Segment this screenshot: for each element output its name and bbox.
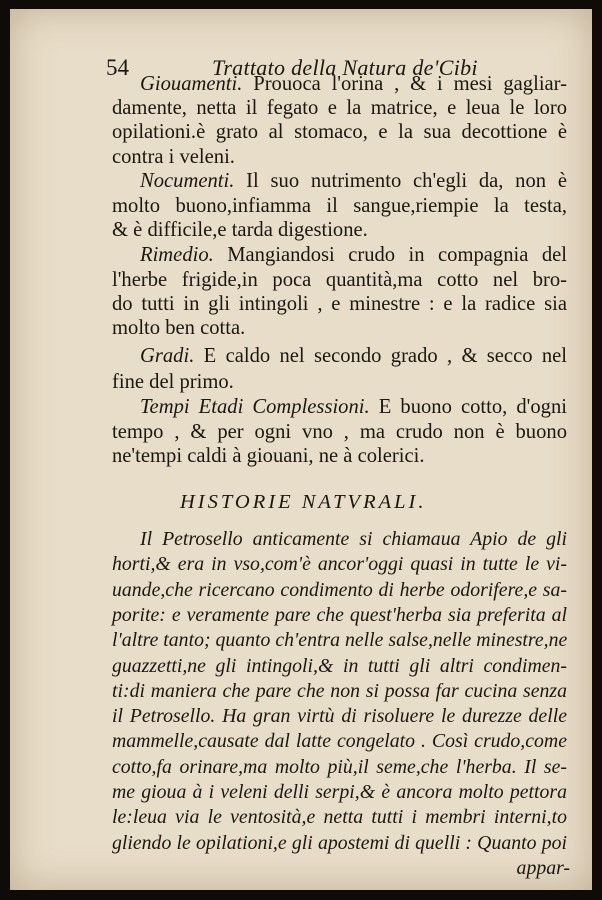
body-line	[112, 218, 567, 242]
body-line	[112, 316, 567, 340]
line-text: contra i veleni.	[112, 146, 235, 168]
line-text: E buono cotto, d'ogni	[369, 396, 567, 418]
body-line	[112, 120, 567, 144]
body-line	[140, 72, 567, 96]
line-text: l'herbe frigide,in poca quantità,ma cotto nel bro-	[112, 269, 567, 291]
body-line	[140, 395, 567, 419]
line-text: do tutti in gli intingoli , e minestre : e la radice sia	[112, 293, 567, 315]
rubric-label: Giouamenti.	[140, 73, 243, 95]
history-line: gliendo le opilationi,e gli apostemi di quelli : Quanto poi	[112, 831, 567, 854]
history-line: ti:di maniera che pare che non si possa far cucina senza	[112, 679, 567, 702]
body-line	[112, 96, 567, 120]
line-text: ne'tempi caldi à giouani, ne à colerici.	[112, 445, 425, 467]
catchword: appar-	[516, 856, 570, 879]
rubric-label: Nocumenti.	[140, 170, 235, 192]
history-line: mammelle,causate dal latte congelato . Così crudo,come	[112, 730, 567, 753]
body-line	[112, 268, 567, 292]
body-line	[112, 444, 567, 468]
body-line	[112, 145, 567, 169]
line-text: damente, netta il fegato e la matrice, e leua le loro	[112, 97, 567, 119]
body-line	[112, 370, 567, 394]
page-number: 54	[106, 55, 129, 80]
body-line	[112, 420, 567, 444]
history-line: il Petrosello. Ha gran virtù di risoluere le durezze delle	[112, 705, 567, 728]
body-line	[112, 292, 567, 316]
line-text: Prouoca l'orina , & i mesi gagliar-	[242, 73, 567, 95]
book-page	[10, 9, 592, 890]
history-line: porite: e veramente pare che quest'herba sia preferita al	[112, 603, 567, 626]
history-line: me gioua à i veleni delli serpi,& è ancora molto pettora	[112, 781, 567, 803]
body-line	[140, 169, 567, 193]
history-line: guazzetti,ne gli intingoli,& in tutti gli altri condimen-	[112, 654, 567, 677]
rubric-label: Gradi.	[140, 345, 195, 367]
section-title: HISTORIE NATVRALI.	[180, 491, 427, 513]
history-line: cotto,fa orinare,ma molto più,il seme,che l'herba. Il se-	[112, 755, 567, 778]
line-text: fine del primo.	[112, 371, 234, 393]
line-text: Il suo nutrimento ch'egli da, non è	[234, 170, 567, 192]
history-line: l'altre tanto; quanto ch'entra nelle salse,nelle minestre,ne	[112, 629, 568, 652]
line-text: opilationi.è grato al stomaco, e la sua decottione è	[112, 121, 567, 143]
line-text: E caldo nel secondo grado , & secco nel	[194, 345, 567, 367]
line-text: molto ben cotta.	[112, 317, 246, 339]
rubric-label: Rimedio.	[140, 244, 214, 266]
line-text: tempo , & per ogni vno , ma crudo non è buono	[112, 421, 567, 443]
running-title: Trattato della Natura de'Cibi	[212, 55, 478, 80]
history-line: horti,& era in vso,com'è ancor'oggi quasi in tutte le vi-	[112, 553, 567, 576]
history-line: le:leua via le ventosità,e netta tutti i membri interni,to	[112, 806, 567, 829]
line-text: molto buono,infiamma il sangue,riempie la testa,	[112, 195, 567, 217]
line-text: Mangiandosi crudo in compagnia del	[213, 244, 567, 266]
body-line	[140, 344, 567, 368]
line-text: & è difficile,e tarda digestione.	[112, 219, 368, 241]
rubric-label: Tempi Etadi Complessioni.	[140, 396, 370, 418]
body-line	[140, 243, 567, 267]
body-line	[112, 194, 567, 218]
history-line: uande,che ricercano condimento di herbe odorifere,e sa-	[112, 578, 567, 601]
history-line: Il Petrosello anticamente si chiamaua Apio de gli	[140, 528, 567, 550]
